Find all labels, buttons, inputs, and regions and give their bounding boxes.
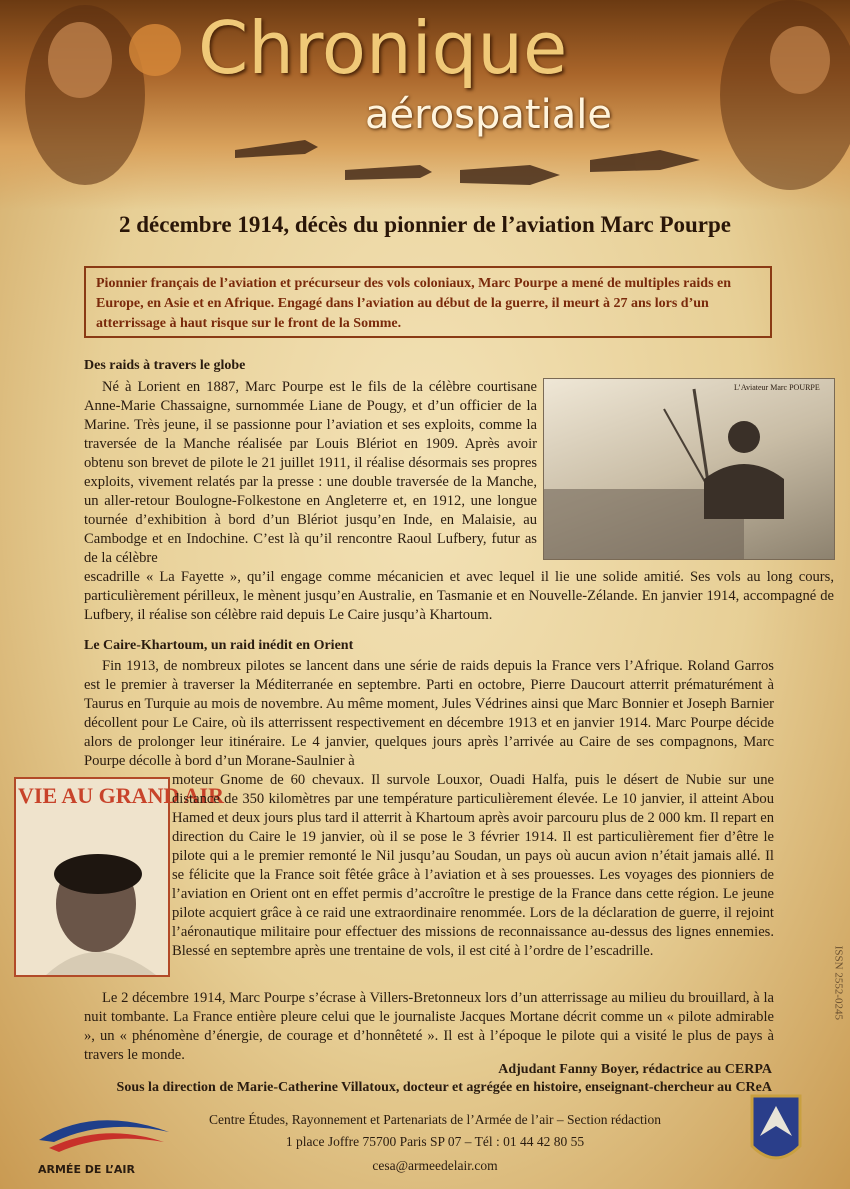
- pilot-illustration: [544, 379, 834, 559]
- section-heading-1: Des raids à travers le globe: [84, 358, 246, 373]
- footer-address: 1 place Joffre 75700 Paris SP 07 – Tél : 01 44 42 80 55: [285, 1134, 585, 1149]
- header-banner: [0, 0, 850, 210]
- section1-paragraph-2: escadrille « La Fayette », qu’il engage comme mécanicien et avec lequel il lie une solide amitié. Ses vols au long cours, particulièrement périlleux, le mènent jusqu’en Australie, en Tasmanie et en Nouvelle-Zélande. En janvier 1914, accompagné de Lufbery, il réalise son célèbre raid depuis Le Caire jusqu’à Khartoum.: [84, 569, 834, 623]
- masthead-title: Chronique: [198, 6, 568, 90]
- photo-caption: L’Aviateur Marc POURPE: [734, 383, 820, 392]
- section2-paragraph-2: moteur Gnome de 60 chevaux. Il survole Louxor, Ouadi Halfa, puis le désert de Nubie sur une distance de 350 kilomètres par une température particulièrement élevée. Le 10 janvier, il atteint Abou Hamed et deux jours plus tard il atterrit à Khartoum après avoir parcouru plus de 2 000 km. Il repart en direction du Caire le 19 janvier, où il se pose le 3 février 1914. Il est particulièrement fier d’être le pilote qui a le premier remonté le Nil jusqu’au Soudan, un pays où aucun avion n’était jamais allé. Il se félicite que la France soit fêtée grâce à l’aviation et à ses prouesses. Les voyages des pionniers de l’aviation en Orient ont en effet permis d’accroître le prestige de la France dans cette région. Le jeune pilote acquiert grâce à ce raid une extraordinaire renommée. Lors de la déclaration de guerre, il rejoint l’aéronautique militaire pour effectuer des missions de reconnaissance au-dessus des lignes ennemies. Blessé en septembre après une trentaine de vols, il est cité à l’ordre de l’escadrille.: [172, 772, 774, 959]
- section1-text-b: [84, 568, 834, 625]
- armee-de-l-air-logo: [34, 1110, 174, 1160]
- magazine-logo: VIE AU GRAND AIR: [18, 783, 224, 808]
- section2-text-b: [172, 771, 774, 961]
- squadron-emblem: [748, 1086, 804, 1170]
- section1-text-a: [84, 378, 537, 568]
- conclusion-paragraph: Le 2 décembre 1914, Marc Pourpe s’écrase à Villers-Bretonneux lors d’un atterrissage au milieu du brouillard, à la nuit tombante. La France entière pleure celui que le journaliste Jacques Mortane décrit comme un « pilote admirable », un « phénomène d’énergie, de courage et d’honnêteté ». Il est à l’époque le pilote qui a visité le plus de pays à travers le monde.: [84, 990, 774, 1063]
- section2-text-a: [84, 657, 774, 771]
- section-heading-2: Le Caire-Khartoum, un raid inédit en Orient: [84, 638, 354, 653]
- masthead-subtitle: aérospatiale: [365, 92, 612, 138]
- direction-signature: Sous la direction de Marie-Catherine Villatoux, docteur et agrégée en histoire, enseignant-chercheur au CReA: [116, 1080, 772, 1095]
- conclusion-text: [84, 989, 774, 1065]
- logo-text: ARMÉE DE L’AIR: [38, 1163, 135, 1176]
- page-title: 2 décembre 1914, décès du pionnier de l’aviation Marc Pourpe: [118, 212, 731, 237]
- magazine-cover: [14, 777, 224, 977]
- author-signature: Adjudant Fanny Boyer, rédactrice au CERPA: [498, 1062, 772, 1077]
- section2-paragraph-1: Fin 1913, de nombreux pilotes se lancent dans une série de raids depuis la France vers l’Afrique. Roland Garros est le premier à traverser la Méditerranée en septembre. Parti en octobre, Pierre Daucourt atterrit prématurément à Taurus en Turquie au mois de novembre. Au même moment, Jules Védrines ainsi que Marc Bonnier et Joseph Barnier décollent pour Le Caire, où ils atterrissent respectivement en décembre 1913 et en janvier 1914. Marc Pourpe décide alors de prolonger leur itinéraire. Le 4 janvier, quelques jours après l’arrivée au Caire de ses compagnons, Marc Pourpe décolle à bord d’un Morane-Saulnier à: [84, 658, 774, 769]
- footer-org: Centre Études, Rayonnement et Partenariats de l’Armée de l’air – Section rédaction: [208, 1112, 662, 1127]
- section1-paragraph-1: Né à Lorient en 1887, Marc Pourpe est le fils de la célèbre courtisane Anne-Marie Chassaigne, surnommée Liane de Pougy, et d’un officier de la Marine. Très jeune, il se passionne pour l’aviation et ses exploits, comme la traversée de la Manche réalisée par Louis Blériot en 1909. Après avoir obtenu son brevet de pilote le 21 juillet 1911, il réalise désormais ses propres exploits, vivement relatés par la presse : une double traversée de la Manche, un aller-retour Boulogne-Folkestone en Angleterre et, en 1912, une longue tournée d’exhibition à bord d’un Blériot jusqu’en Inde, en Malaisie, au Cambodge et en Indochine. C’est là qu’il rencontre Raoul Lufbery, futur as de la célèbre: [84, 379, 537, 566]
- issn-number: ISSN 2552-0245: [832, 945, 844, 1020]
- lead-paragraph: Pionnier français de l’aviation et précurseur des vols coloniaux, Marc Pourpe a mené de multiples raids en Europe, en Asie et en Afrique. Engagé dans l’aviation au début de la guerre, il meurt à 27 ans lors d’un atterrissage à haut risque sur le front de la Somme.: [84, 266, 772, 338]
- footer-email[interactable]: cesa@armeedelair.com: [372, 1158, 498, 1173]
- pilot-photo: [543, 378, 835, 560]
